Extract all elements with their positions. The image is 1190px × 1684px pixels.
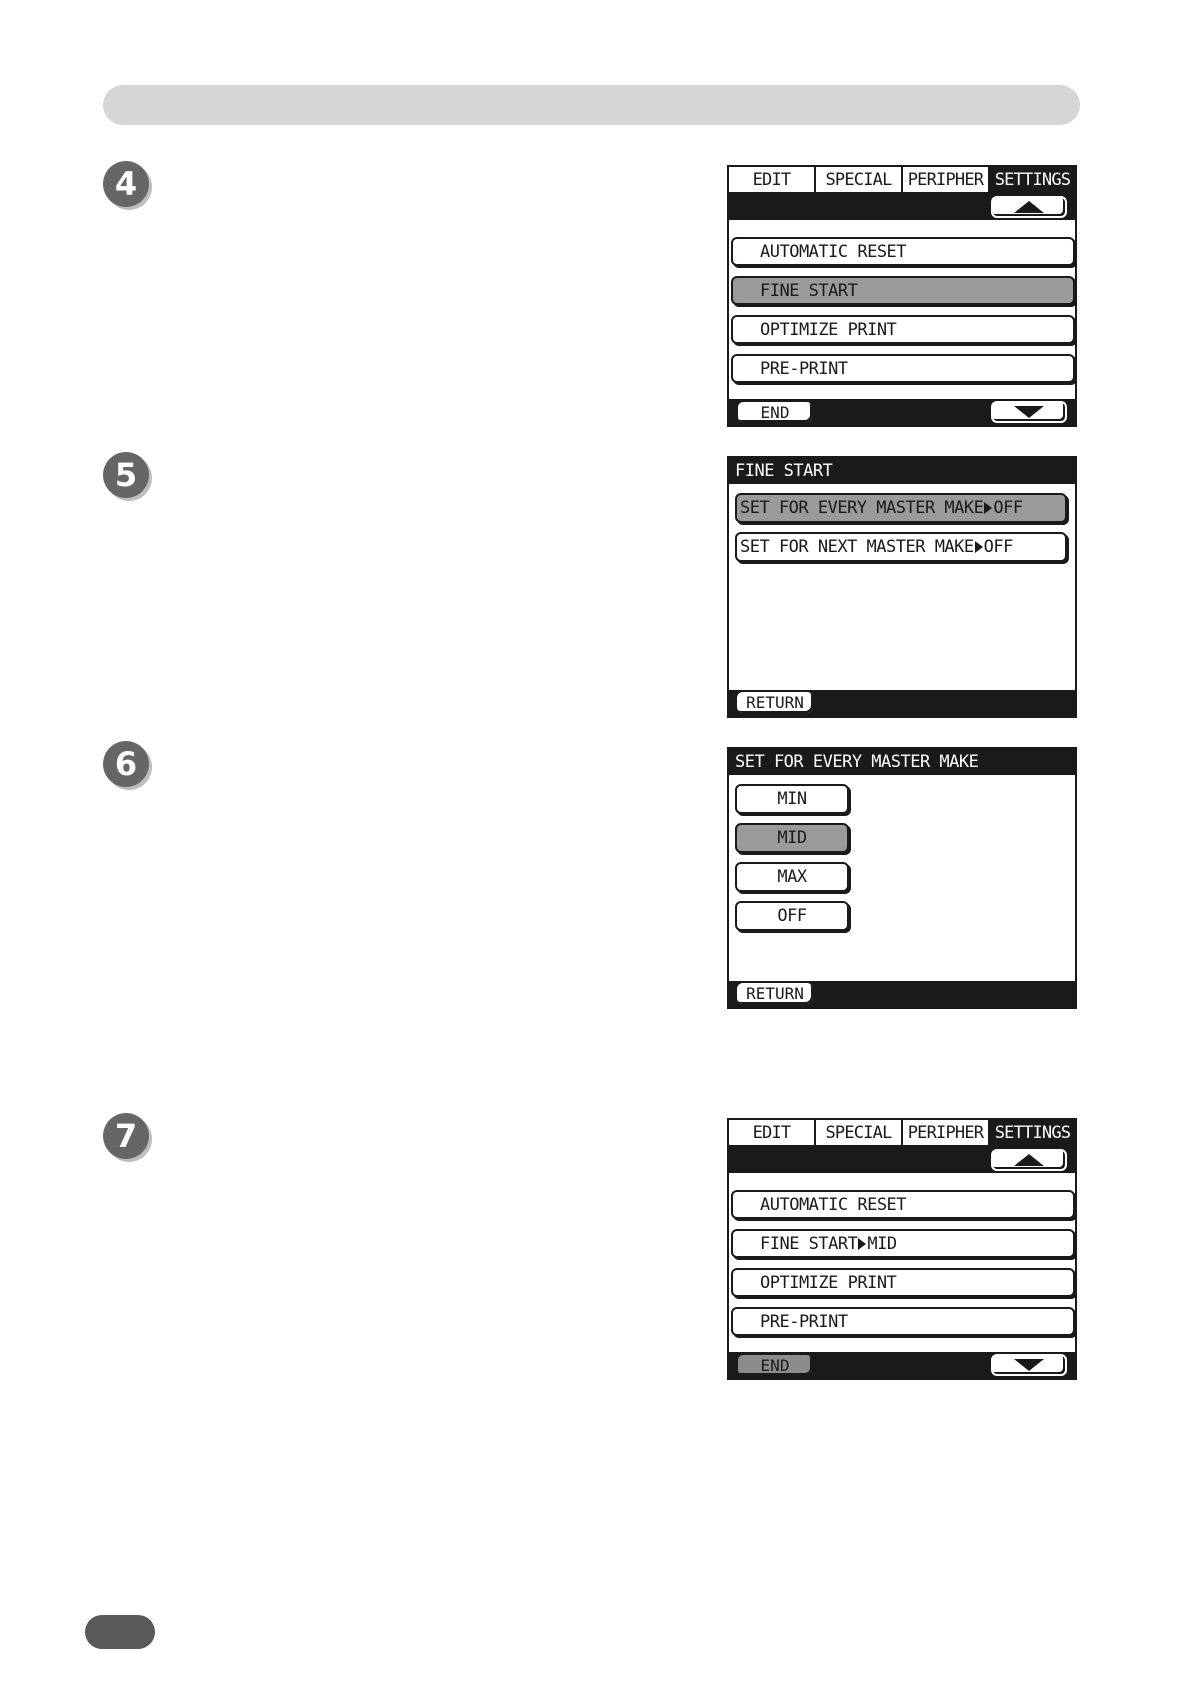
top-strip [729,1147,1075,1173]
step-number-5: 5 [103,452,149,498]
triangle-down-icon [1014,406,1044,418]
menu-item-pre-print[interactable]: PRE-PRINT [731,1307,1075,1336]
tab-settings[interactable]: SETTINGS [990,1120,1075,1147]
triangle-down-icon [1014,1359,1044,1371]
return-button[interactable]: RETURN [737,983,813,1004]
end-button[interactable]: END [737,401,813,423]
option-label: SET FOR NEXT MASTER MAKE [740,537,974,557]
mid-button[interactable]: MID [735,823,849,853]
menu-item-optimize-print[interactable]: OPTIMIZE PRINT [731,1268,1075,1297]
min-button[interactable]: MIN [735,784,849,814]
option-value: OFF [983,537,1013,557]
option-value: OFF [993,498,1023,518]
option-label: SET FOR EVERY MASTER MAKE [740,498,984,518]
header-bar [103,85,1080,125]
tab-peripher[interactable]: PERIPHER [903,167,990,194]
triangle-right-icon [984,502,992,514]
panel-title: FINE START [729,458,1075,484]
return-button[interactable]: RETURN [737,692,813,713]
fine-start-value: MID [867,1233,897,1254]
step-number-7: 7 [103,1113,149,1159]
settings-panel [727,165,1077,427]
tab-edit[interactable]: EDIT [729,167,816,194]
scroll-up-button[interactable] [991,196,1067,218]
bottom-strip [729,690,1075,716]
set-every-master-make-button[interactable] [735,493,1067,523]
bottom-strip [729,981,1075,1007]
menu-item-automatic-reset[interactable]: AUTOMATIC RESET [731,1190,1075,1219]
every-master-make-panel [727,747,1077,1009]
step-number-4: 4 [103,161,149,207]
triangle-up-icon [1014,201,1044,213]
tab-special[interactable]: SPECIAL [816,1120,903,1147]
set-next-master-make-button[interactable] [735,532,1067,562]
tab-special[interactable]: SPECIAL [816,167,903,194]
bottom-strip [729,399,1075,425]
off-button[interactable]: OFF [735,901,849,931]
menu-item-fine-start[interactable]: FINE START [731,276,1075,305]
step-number-6: 6 [103,741,149,787]
tab-edit[interactable]: EDIT [729,1120,816,1147]
menu-item-optimize-print[interactable]: OPTIMIZE PRINT [731,315,1075,344]
tab-settings[interactable]: SETTINGS [990,167,1075,194]
menu-item-fine-start[interactable] [731,1229,1075,1258]
menu-item-automatic-reset[interactable]: AUTOMATIC RESET [731,237,1075,266]
max-button[interactable]: MAX [735,862,849,892]
panel-title: SET FOR EVERY MASTER MAKE [729,749,1075,775]
scroll-up-button[interactable] [991,1149,1067,1171]
bottom-strip [729,1352,1075,1378]
end-button[interactable]: END [737,1354,813,1376]
settings-panel-updated [727,1118,1077,1380]
scroll-down-button[interactable] [991,1354,1067,1376]
triangle-right-icon [975,541,983,553]
tab-peripher[interactable]: PERIPHER [903,1120,990,1147]
triangle-right-icon [858,1238,866,1250]
menu-item-label: FINE START [760,1233,858,1254]
tab-bar [729,1120,1075,1147]
triangle-up-icon [1014,1154,1044,1166]
fine-start-panel [727,456,1077,718]
menu-item-pre-print[interactable]: PRE-PRINT [731,354,1075,383]
tab-bar [729,167,1075,194]
page-number-tab [85,1615,155,1649]
top-strip [729,194,1075,220]
scroll-down-button[interactable] [991,401,1067,423]
